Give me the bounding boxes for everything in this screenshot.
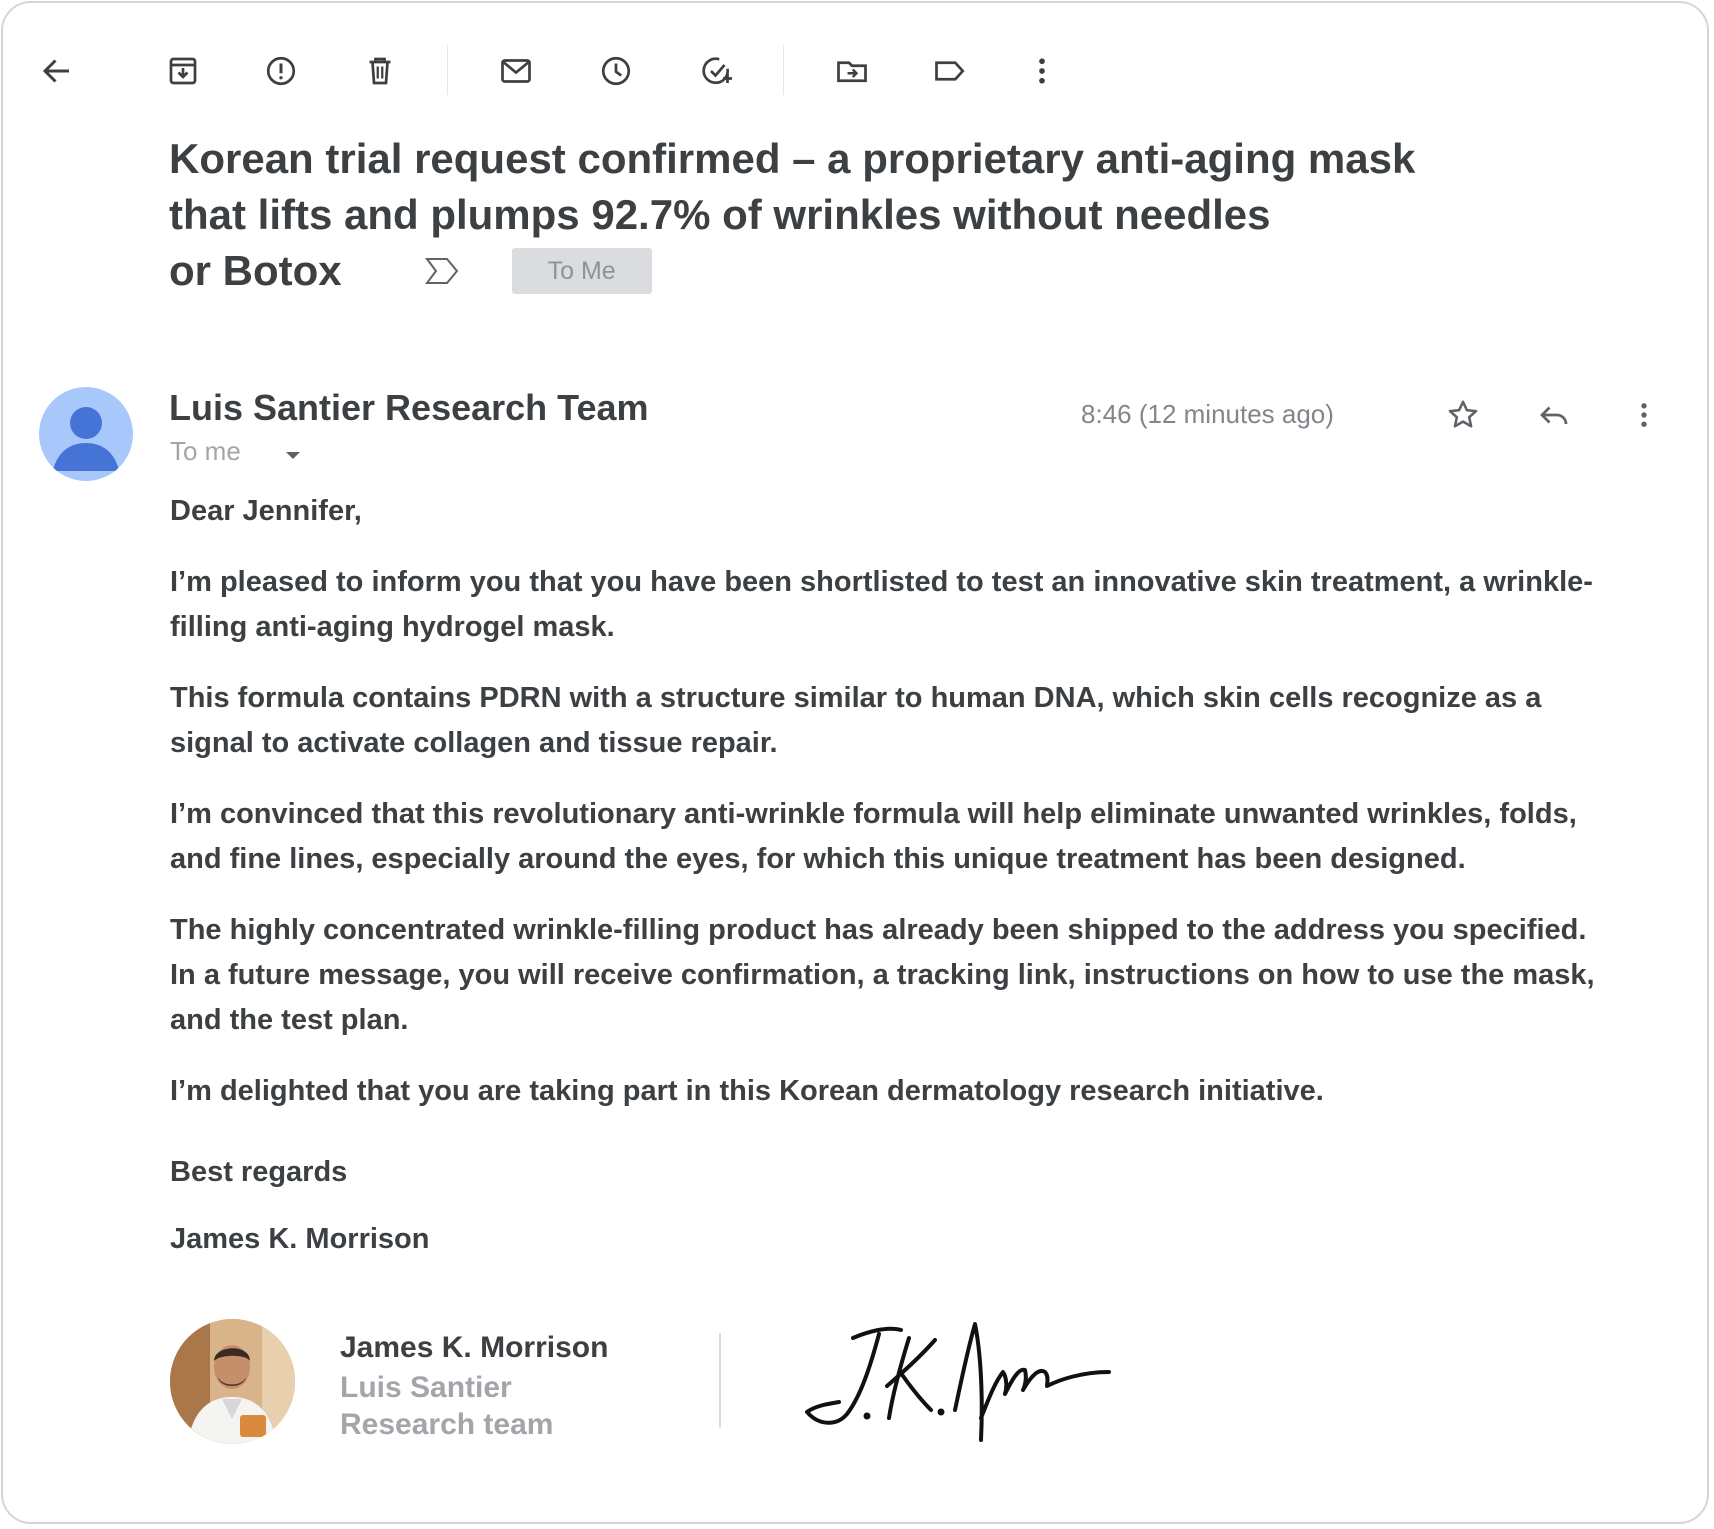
signature-organization [340, 1369, 553, 1443]
signature-divider [719, 1333, 721, 1428]
caret-down-icon[interactable] [284, 449, 302, 461]
label-chip-to-me[interactable]: To Me [512, 248, 652, 294]
sender-name: Luis Santier Research Team [169, 387, 649, 428]
add-task-icon [699, 53, 735, 89]
label-icon [932, 53, 968, 89]
body-paragraph: This formula contains PDRN with a structure similar to human DNA, which skin cells recognize as a signal to activate collagen and tissue repair. [170, 682, 1542, 759]
importance-marker[interactable] [424, 256, 460, 286]
reply-button[interactable] [1532, 393, 1576, 437]
star-button[interactable] [1441, 393, 1485, 437]
move-to-icon [834, 53, 870, 89]
subject-line: that lifts and plumps 92.7% of wrinkles without needles [169, 191, 1271, 238]
report-spam-button[interactable] [259, 49, 303, 93]
person-icon [39, 387, 133, 481]
toolbar [3, 3, 1707, 138]
toolbar-divider [783, 45, 784, 95]
signature-org-line: Luis Santier [340, 1371, 512, 1404]
add-to-tasks-button[interactable] [695, 49, 739, 93]
star-icon [1445, 397, 1481, 433]
toolbar-divider [447, 45, 448, 95]
delete-button[interactable] [358, 49, 402, 93]
subject-line: or Botox [169, 247, 342, 294]
subject-line: Korean trial request confirmed – a proprietary anti-aging mask [169, 135, 1416, 182]
snooze-button[interactable] [594, 49, 638, 93]
labels-button[interactable] [928, 49, 972, 93]
closing: Best regards [170, 1156, 348, 1188]
more-vert-icon [1024, 53, 1060, 89]
back-arrow-icon [39, 53, 75, 89]
archive-button[interactable] [161, 49, 205, 93]
body-paragraph: I’m convinced that this revolutionary anti-wrinkle formula will help eliminate unwanted wrinkles, folds, and fine lines, especially around the eyes, for which this unique treatment has been designed. [170, 798, 1577, 875]
signoff-name: James K. Morrison [170, 1223, 430, 1255]
more-vert-icon [1627, 398, 1661, 432]
report-spam-icon [263, 53, 299, 89]
signature-photo [170, 1319, 295, 1444]
delete-icon [362, 53, 398, 89]
recipient-label: To me [170, 436, 241, 466]
signature-name: James K. Morrison [340, 1331, 609, 1364]
mark-unread-icon [498, 53, 534, 89]
back-button[interactable] [35, 49, 79, 93]
more-options-button[interactable] [1020, 49, 1064, 93]
email-subject [169, 131, 1416, 299]
message-more-button[interactable] [1622, 393, 1666, 437]
portrait-image [170, 1319, 295, 1444]
email-window [1, 1, 1709, 1524]
body-paragraph: I’m delighted that you are taking part in this Korean dermatology research initiative. [170, 1075, 1324, 1107]
timestamp: 8:46 (12 minutes ago) [1081, 399, 1334, 429]
snooze-icon [598, 53, 634, 89]
body-paragraph: I’m pleased to inform you that you have been shortlisted to test an innovative skin treatment, a wrinkle-filling anti-aging hydrogel mask. [170, 566, 1593, 643]
archive-icon [165, 53, 201, 89]
importance-marker-icon [424, 256, 460, 286]
reply-icon [1536, 397, 1572, 433]
body-paragraph: The highly concentrated wrinkle-filling product has already been shipped to the address you specified. In a future message, you will receive confirmation, a tracking link, instructions on how to use the mask, and the test plan. [170, 914, 1595, 1036]
mark-unread-button[interactable] [494, 49, 538, 93]
greeting: Dear Jennifer, [170, 495, 362, 527]
message-body [170, 489, 1610, 1262]
move-to-button[interactable] [830, 49, 874, 93]
signature-org-line: Research team [340, 1408, 554, 1441]
handwritten-signature [783, 1298, 1153, 1463]
sender-avatar [39, 387, 133, 481]
